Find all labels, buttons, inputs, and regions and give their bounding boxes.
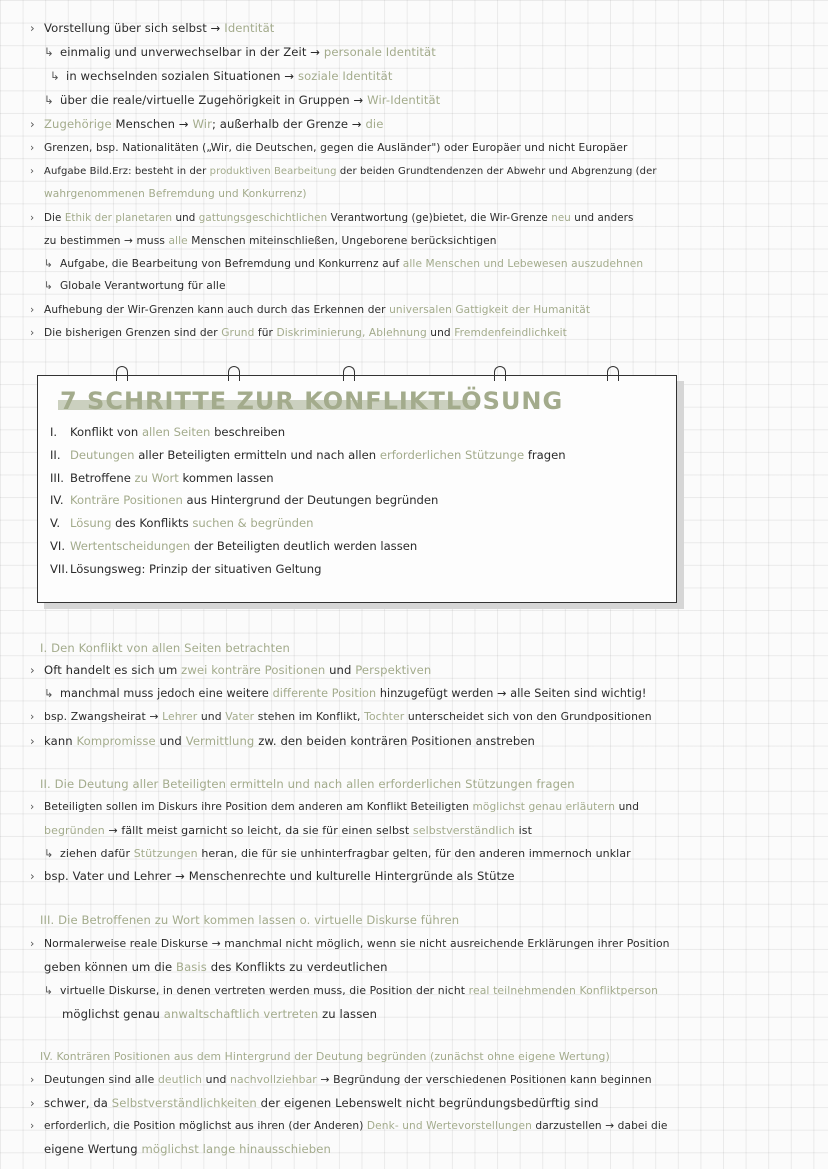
section-heading: II. Die Deutung aller Beteiligten ermitteln und nach allen erforderlichen Stützungen fragen <box>40 777 575 791</box>
note-line: ↳ ziehen dafür Stützungen heran, die für sie unhinterfragbar gelten, für den anderen immernoch unklar <box>44 847 631 860</box>
intro-line: › Grenzen, bsp. Nationalitäten („Wir, die Deutschen, gegen die Ausländer") oder Europäer und nicht Europäer <box>30 142 628 154</box>
intro-line: ↳ Aufgabe, die Bearbeitung von Befremdung und Konkurrenz auf alle Menschen und Lebewesen auszudehnen <box>44 258 644 270</box>
intro-line: › Die Ethik der planetaren und gattungsgeschichtlichen Verantwortung (ge)bietet, die Wir-Grenze neu und anders <box>30 212 634 224</box>
note-line: ↳ manchmal muss jedoch eine weitere differente Position hinzugefügt werden → alle Seiten sind wichtig! <box>44 687 647 700</box>
note-line: geben können um die Basis des Konflikts zu verdeutlichen <box>44 960 388 974</box>
note-line: › Normalerweise reale Diskurse → manchmal nicht möglich, wenn sie nicht ausreichende Erklärungen ihrer Position <box>30 937 670 950</box>
step-item: III. Betroffene zu Wort kommen lassen <box>50 471 274 485</box>
note-line: möglichst genau anwaltschaftlich vertreten zu lassen <box>62 1007 378 1021</box>
intro-line: ↳ über die reale/virtuelle Zugehörigkeit in Gruppen → Wir-Identität <box>44 93 441 107</box>
note-line: › kann Kompromisse und Vermittlung zw. den beiden konträren Positionen anstreben <box>30 734 536 748</box>
intro-line: zu bestimmen → muss alle Menschen miteinschließen, Ungeborene berücksichtigen <box>44 235 497 247</box>
intro-line: ↳ Globale Verantwortung für alle <box>44 280 226 292</box>
ring-icon <box>343 366 355 381</box>
note-line: › schwer, da Selbstverständlichkeiten der eigenen Lebenswelt nicht begründungsbedürftig sind <box>30 1096 599 1110</box>
note-line: begründen → fällt meist garnicht so leicht, da sie für einen selbst selbstverständlich ist <box>44 824 532 837</box>
note-line: ↳ virtuelle Diskurse, in denen vertreten werden muss, die Position der nicht real teilnehmenden Konfliktperson <box>44 984 659 997</box>
section-heading: III. Die Betroffenen zu Wort kommen lassen o. virtuelle Diskurse führen <box>40 913 460 927</box>
step-item: IV. Konträre Positionen aus Hintergrund der Deutungen begründen <box>50 493 439 507</box>
step-item: I. Konflikt von allen Seiten beschreiben <box>50 425 286 439</box>
section-heading: IV. Konträren Positionen aus dem Hintergrund der Deutung begründen (zunächst ohne eigene Wertung) <box>40 1050 610 1063</box>
section-heading: I. Den Konflikt von allen Seiten betrachten <box>40 641 290 655</box>
intro-line: › Zugehörige Menschen → Wir; außerhalb der Grenze → die <box>30 117 384 131</box>
step-item: VII. Lösungsweg: Prinzip der situativen Geltung <box>50 562 322 576</box>
intro-line: › Die bisherigen Grenzen sind der Grund für Diskriminierung, Ablehnung und Fremdenfeindlichkeit <box>30 327 567 339</box>
intro-line: › Aufhebung der Wir-Grenzen kann auch durch das Erkennen der universalen Gattigkeit der Humanität <box>30 304 591 316</box>
ring-icon <box>228 366 240 381</box>
note-line: › bsp. Zwangsheirat → Lehrer und Vater stehen im Konflikt, Tochter unterscheidet sich von den Grundpositionen <box>30 710 652 723</box>
note-line: › bsp. Vater und Lehrer → Menschenrechte und kulturelle Hintergründe als Stütze <box>30 869 515 883</box>
note-line: › erforderlich, die Position möglichst aus ihren (der Anderen) Denk- und Wertevorstellungen darzustellen → dabei die <box>30 1120 668 1132</box>
intro-line: › Vorstellung über sich selbst → Identität <box>30 21 275 35</box>
intro-line: › Aufgabe Bild.Erz: besteht in der produktiven Bearbeitung der beiden Grundtendenzen der Abwehr und Abgrenzung (der <box>30 166 657 177</box>
step-item: II. Deutungen aller Beteiligten ermitteln und nach allen erforderlichen Stützunge fragen <box>50 448 566 462</box>
intro-line: ↳ einmalig und unverwechselbar in der Zeit → personale Identität <box>44 45 436 59</box>
ring-icon <box>494 366 506 381</box>
intro-line: ↳ in wechselnden sozialen Situationen → soziale Identität <box>50 69 393 83</box>
ring-icon <box>607 366 619 381</box>
box-title: 7 SCHRITTE ZUR KONFLIKTLÖSUNG <box>60 387 564 415</box>
note-line: › Beteiligten sollen im Diskurs ihre Position dem anderen am Konflikt Beteiligten möglichst genau erläutern und <box>30 801 640 813</box>
ring-icon <box>116 366 128 381</box>
intro-line: wahrgenommenen Befremdung und Konkurrenz) <box>44 188 307 200</box>
note-line: eigene Wertung möglichst lange hinausschieben <box>44 1142 331 1156</box>
step-item: VI. Wertentscheidungen der Beteiligten deutlich werden lassen <box>50 539 418 553</box>
note-line: › Deutungen sind alle deutlich und nachvollziehbar → Begründung der verschiedenen Positionen kann beginnen <box>30 1073 652 1086</box>
step-item: V. Lösung des Konflikts suchen & begründen <box>50 516 314 530</box>
note-line: › Oft handelt es sich um zwei konträre Positionen und Perspektiven <box>30 663 432 677</box>
